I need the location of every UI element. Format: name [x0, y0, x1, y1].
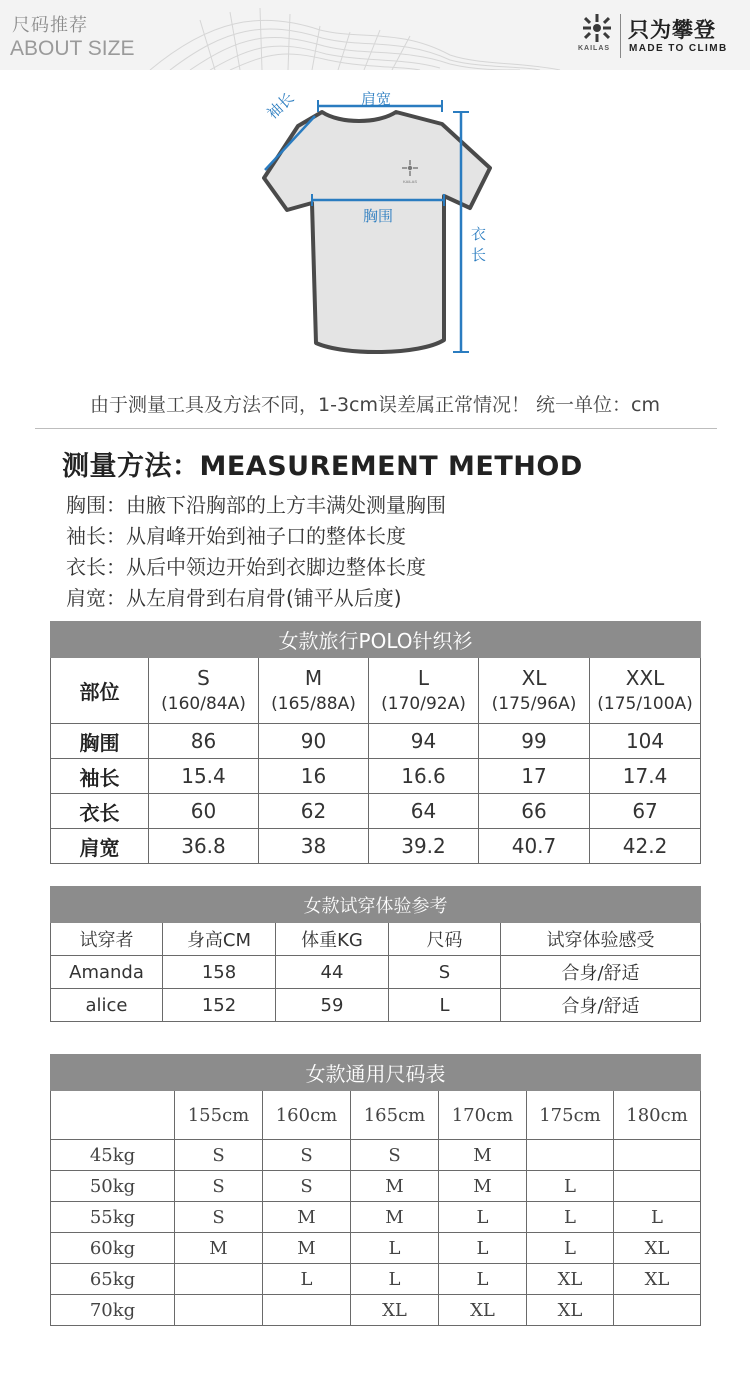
sleeve-label: 袖长	[263, 88, 298, 123]
chest-logo-text: KAILAS	[402, 179, 418, 184]
general-table-title: 女款通用尺码表	[51, 1055, 701, 1091]
table-row: 55kg S M M L L L	[51, 1202, 701, 1233]
table-row: 胸围 86 90 94 99 104	[51, 724, 701, 759]
divider	[35, 428, 717, 429]
size-header: M (165/88A)	[259, 658, 369, 724]
length-label: 衣长	[469, 226, 487, 268]
method-line-chest: 胸围：由腋下沿胸部的上方丰满处测量胸围	[66, 493, 446, 517]
try-on-reference-table	[50, 886, 701, 1022]
size-chart-table	[50, 621, 701, 864]
general-size-table	[50, 1054, 701, 1326]
table-row: 衣长 60 62 64 66 67	[51, 794, 701, 829]
try-table-title: 女款试穿体验参考	[51, 887, 701, 923]
table-header-row: 155cm 160cm 165cm 170cm 175cm 180cm	[51, 1091, 701, 1140]
table-row: 65kg L L L XL XL	[51, 1264, 701, 1295]
table-row: alice 152 59 L 合身/舒适	[51, 989, 701, 1022]
tshirt-outline	[264, 112, 490, 352]
size-header: L (170/92A)	[369, 658, 479, 724]
size-header: XXL (175/100A)	[590, 658, 701, 724]
slogan-cn: 只为攀登	[628, 18, 716, 42]
table-row: 45kg S S S M	[51, 1140, 701, 1171]
section-title-cn: 尺码推荐	[12, 15, 88, 36]
shoulder-label: 肩宽	[361, 90, 392, 108]
size-table-title: 女款旅行POLO针织衫	[51, 622, 701, 658]
section-title-en: ABOUT SIZE	[10, 37, 135, 60]
table-row: 60kg M M L L L XL	[51, 1233, 701, 1264]
measurement-note: 由于测量工具及方法不同，1-3cm误差属正常情况！ 统一单位：cm	[90, 394, 660, 416]
table-row: 70kg XL XL XL	[51, 1295, 701, 1326]
size-table-corner: 部位	[51, 658, 149, 724]
method-heading: 测量方法：MEASUREMENT METHOD	[62, 451, 583, 482]
size-header: S (160/84A)	[149, 658, 259, 724]
method-line-shoulder: 肩宽：从左肩骨到右肩骨(铺平从后度)	[66, 586, 402, 610]
brand-name: KAILAS	[578, 45, 611, 52]
table-row: 袖长 15.4 16 16.6 17 17.4	[51, 759, 701, 794]
size-header: XL (175/96A)	[479, 658, 590, 724]
slogan-en: MADE TO CLIMB	[629, 43, 728, 54]
table-header-row: 试穿者 身高CM 体重KG 尺码 试穿体验感受	[51, 923, 701, 956]
table-row: 50kg S S M M L	[51, 1171, 701, 1202]
page-header	[0, 0, 750, 70]
table-row: Amanda 158 44 S 合身/舒适	[51, 956, 701, 989]
table-row: 肩宽 36.8 38 39.2 40.7 42.2	[51, 829, 701, 864]
method-line-length: 衣长：从后中领边开始到衣脚边整体长度	[66, 555, 426, 579]
method-line-sleeve: 袖长：从肩峰开始到袖子口的整体长度	[66, 524, 406, 548]
chest-label: 胸围	[363, 207, 394, 225]
logo-divider	[620, 14, 621, 58]
